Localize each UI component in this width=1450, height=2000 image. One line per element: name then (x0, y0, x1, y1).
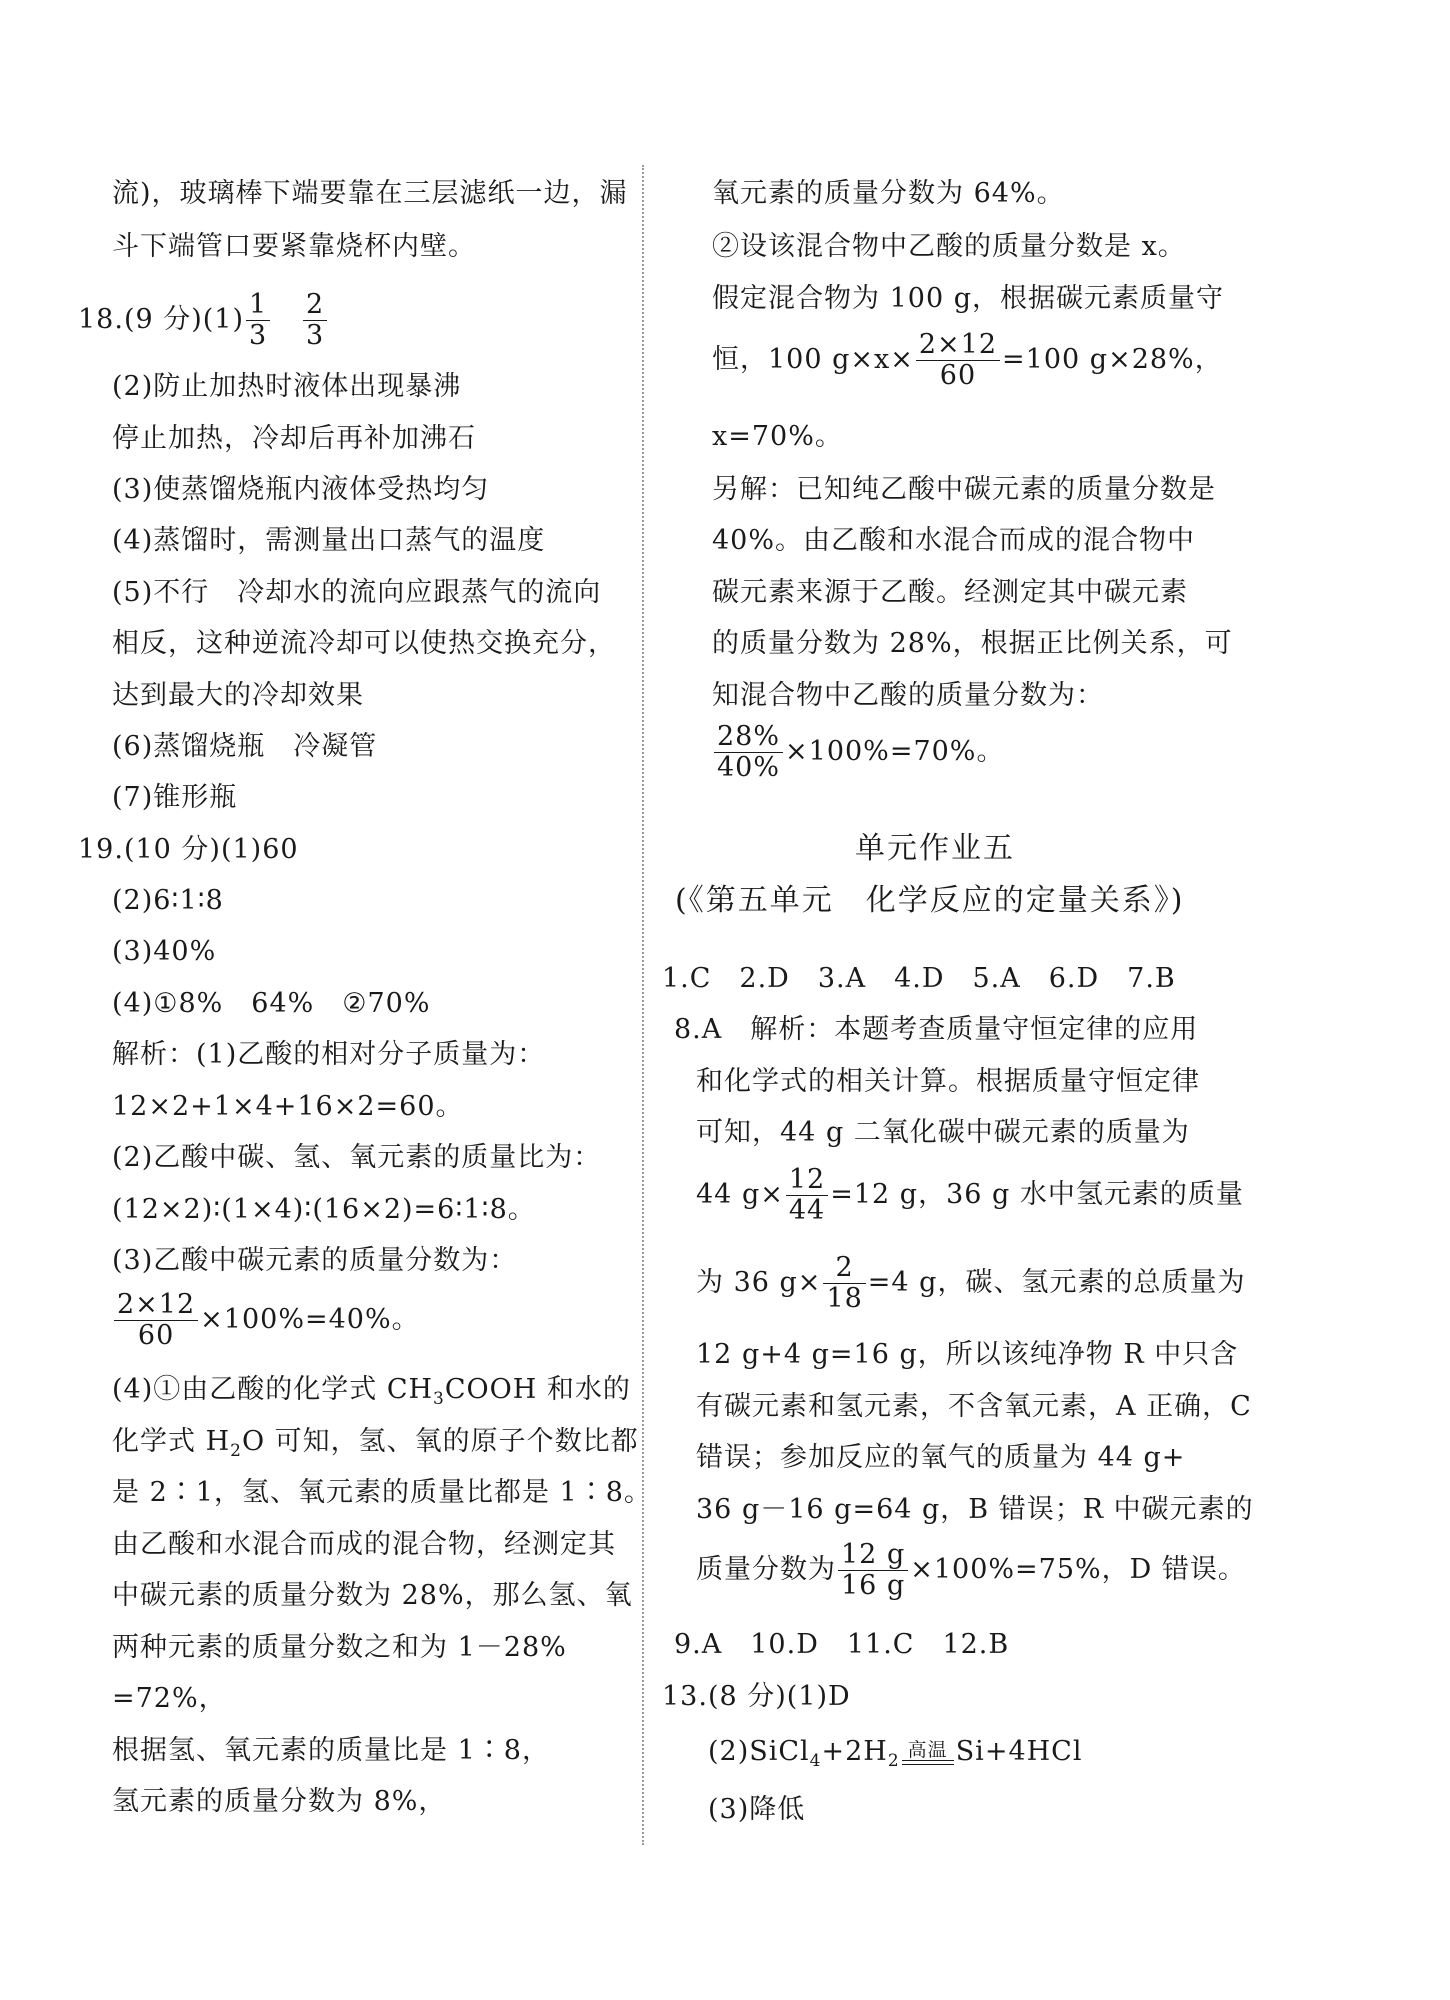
denominator: 40% (717, 752, 781, 783)
q18-head-line (78, 290, 329, 351)
denominator: 18 (826, 1283, 863, 1314)
subscript: 3 (433, 1389, 445, 1409)
formula-tail: ×100%=40%。 (200, 1304, 420, 1335)
text-line: 假定混合物为 100 g，根据碳元素质量守 (712, 283, 1224, 314)
condition-label: 高温 (907, 1739, 948, 1761)
numerator: 28% (714, 722, 783, 753)
text-run: 恒，100 g×x× (712, 344, 914, 375)
text-line: 由乙酸和水混合而成的混合物，经测定其 (112, 1529, 616, 1560)
denominator: 16 g (841, 1570, 906, 1601)
text-run: 化学式 H (112, 1426, 231, 1457)
text-run: COOH 和水的 (444, 1374, 631, 1405)
text-line: 8.A 解析：本题考查质量守恒定律的应用 (674, 1014, 1199, 1045)
text-line: (6)蒸馏烧瓶 冷凝管 (112, 731, 378, 762)
denominator: 44 (788, 1195, 826, 1226)
text-line: (3)40% (112, 936, 217, 967)
text-line (112, 1425, 639, 1468)
numerator: 2 (303, 290, 327, 321)
text-line: 的质量分数为 28%，根据正比例关系，可 (712, 628, 1233, 659)
text-line: 氧元素的质量分数为 64%。 (712, 178, 1065, 209)
fraction (786, 1165, 828, 1226)
fraction (823, 1253, 865, 1314)
fraction (838, 1540, 908, 1601)
text-line: x=70%。 (712, 421, 843, 452)
numerator: 2×12 (916, 330, 1000, 361)
text-line: (2)6∶1∶8 (112, 885, 224, 916)
text-line (112, 1373, 631, 1416)
fraction (916, 330, 1000, 391)
text-run: 为 36 g× (696, 1267, 822, 1298)
fraction (114, 1290, 198, 1351)
text-line: =72%， (112, 1683, 227, 1714)
text-line: 碳元素来源于乙酸。经测定其中碳元素 (712, 577, 1188, 608)
text-line: ②设该混合物中乙酸的质量分数是 x。 (712, 231, 1186, 262)
denominator: 3 (305, 320, 325, 351)
numerator: 12 (786, 1165, 828, 1196)
numerator: 12 g (838, 1540, 908, 1571)
unit-subtitle: (《第五单元 化学反应的定量关系》) (675, 883, 1185, 918)
text-line: (2)乙酸中碳、氢、氧元素的质量比为： (112, 1142, 602, 1173)
text-line: 流)，玻璃棒下端要靠在三层滤纸一边，漏 (112, 178, 628, 209)
text-line: (3)降低 (708, 1794, 806, 1825)
text-line: 根据氢、氧元素的质量比是 1∶8， (112, 1735, 550, 1766)
text-line: 相反，这种逆流冷却可以使热交换充分， (112, 628, 616, 659)
text-line: 停止加热，冷却后再补加沸石 (112, 423, 476, 454)
text-line: 两种元素的质量分数之和为 1－28% (112, 1632, 567, 1663)
text-run: +2H (821, 1736, 888, 1767)
text-line: 知混合物中乙酸的质量分数为： (712, 680, 1104, 711)
subscript: 2 (230, 1441, 242, 1461)
text-line: (4)①8% 64% ②70% (112, 988, 431, 1019)
denominator: 60 (939, 360, 977, 391)
denominator: 60 (137, 1320, 175, 1351)
text-run: (2)SiCl (708, 1736, 810, 1767)
text-line: 可知，44 g 二氧化碳中碳元素的质量为 (696, 1117, 1190, 1148)
formula-line (696, 1540, 1246, 1601)
text-line: (3)乙酸中碳元素的质量分数为： (112, 1245, 518, 1276)
text-line: (7)锥形瓶 (112, 782, 238, 813)
text-line: (2)防止加热时液体出现暴沸 (112, 371, 462, 402)
text-line: 9.A 10.D 11.C 12.B (674, 1629, 1010, 1660)
text-line: (5)不行 冷却水的流向应跟蒸气的流向 (112, 577, 602, 608)
text-run: Si+4HCl (955, 1736, 1083, 1767)
text-line: (4)蒸馏时，需测量出口蒸气的温度 (112, 525, 546, 556)
text-line: 解析：(1)乙酸的相对分子质量为： (112, 1039, 546, 1070)
numerator: 2×12 (114, 1290, 198, 1321)
formula-line (712, 330, 1223, 391)
text-line: 和化学式的相关计算。根据质量守恒定律 (696, 1066, 1200, 1097)
text-run: (4)①由乙酸的化学式 CH (112, 1374, 434, 1405)
text-line: 13.(8 分)(1)D (662, 1681, 851, 1712)
text-line: 12 g+4 g=16 g，所以该纯净物 R 中只含 (696, 1339, 1239, 1370)
text-run: ×100%=70%。 (785, 736, 1005, 767)
text-line: 中碳元素的质量分数为 28%，那么氢、氧 (112, 1580, 633, 1611)
q18-head: 18.(9 分)(1) (78, 304, 245, 335)
column-divider (642, 165, 644, 1845)
text-line: 12×2+1×4+16×2=60。 (112, 1091, 464, 1122)
text-line: 斗下端管口要紧靠烧杯内壁。 (112, 231, 476, 262)
reaction-condition (902, 1740, 954, 1765)
text-run: =100 g×28%， (1002, 344, 1223, 375)
text-run: ×100%=75%，D 错误。 (910, 1554, 1246, 1585)
numerator: 2 (823, 1253, 865, 1284)
text-run: 质量分数为 (696, 1554, 836, 1585)
formula-line (696, 1253, 1245, 1314)
text-line: 氢元素的质量分数为 8%， (112, 1786, 447, 1817)
subscript: 4 (809, 1751, 822, 1771)
text-line: (3)使蒸馏烧瓶内液体受热均匀 (112, 474, 490, 505)
text-line: 19.(10 分)(1)60 (78, 834, 299, 865)
text-line: 是 2∶1，氢、氧元素的质量比都是 1∶8。 (112, 1477, 652, 1508)
fraction (714, 722, 783, 783)
text-line: 达到最大的冷却效果 (112, 680, 364, 711)
text-run: O 可知，氢、氧的原子个数比都 (241, 1426, 639, 1457)
formula-line (696, 1165, 1244, 1226)
denominator: 3 (249, 320, 268, 351)
formula-line (112, 1290, 420, 1351)
text-run: =12 g，36 g 水中氢元素的质量 (830, 1179, 1244, 1210)
text-run: =4 g，碳、氢元素的总质量为 (867, 1267, 1246, 1298)
formula-line (712, 722, 1004, 783)
fraction (246, 290, 270, 351)
text-line: (12×2)∶(1×4)∶(16×2)=6∶1∶8。 (112, 1194, 536, 1225)
text-line: 另解：已知纯乙酸中碳元素的质量分数是 (712, 474, 1216, 505)
text-line: 有碳元素和氢元素，不含氧元素，A 正确，C (696, 1391, 1252, 1422)
text-line: 错误；参加反应的氧气的质量为 44 g+ (696, 1442, 1186, 1473)
subscript: 2 (887, 1751, 900, 1771)
unit-title: 单元作业五 (855, 831, 1015, 866)
equation-line (708, 1735, 1082, 1778)
text-line: 1.C 2.D 3.A 4.D 5.A 6.D 7.B (662, 963, 1176, 994)
fraction (303, 290, 327, 351)
text-line: 40%。由乙酸和水混合而成的混合物中 (712, 525, 1196, 556)
numerator: 1 (246, 290, 270, 321)
text-run: 44 g× (696, 1179, 784, 1210)
text-line: 36 g－16 g=64 g，B 错误；R 中碳元素的 (696, 1494, 1254, 1525)
